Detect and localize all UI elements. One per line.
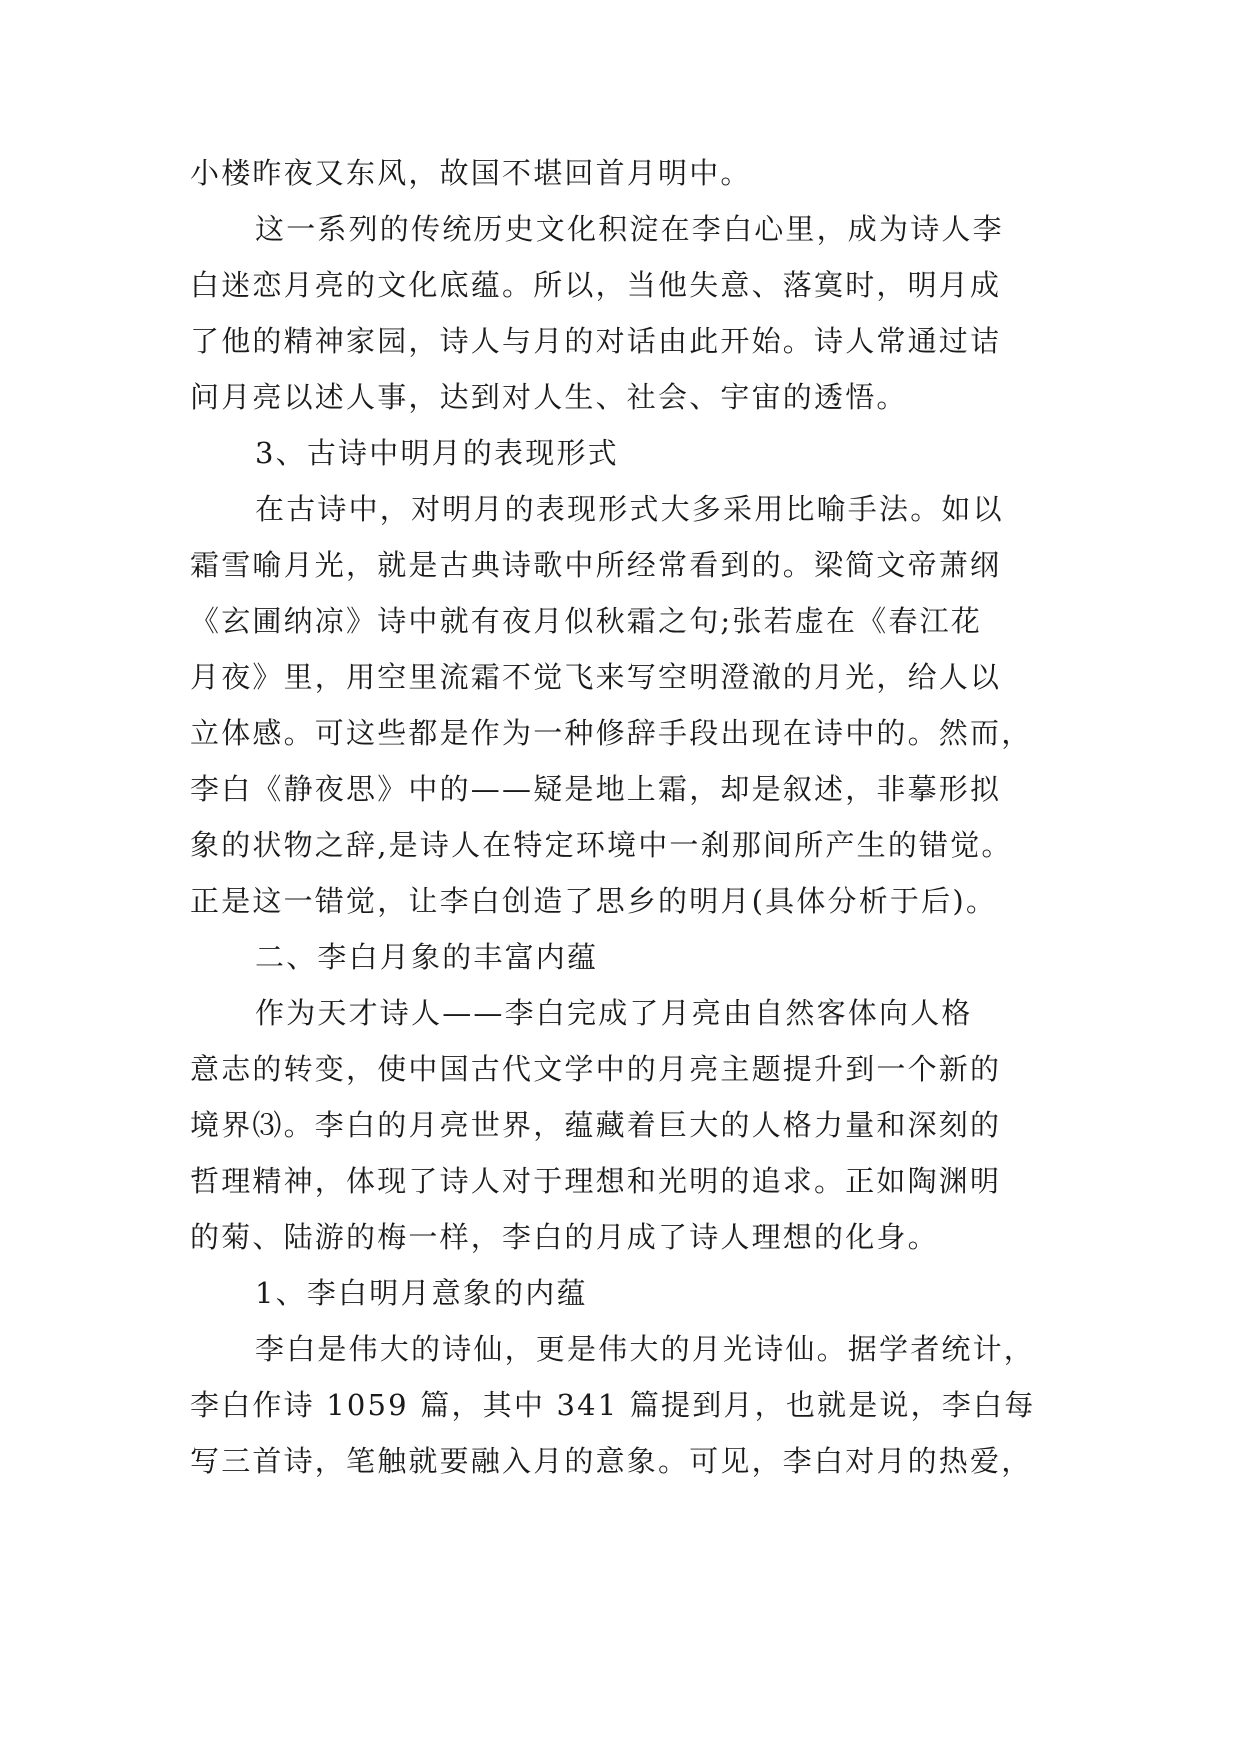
text-line: 《玄圃纳凉》诗中就有夜月似秋霜之句;张若虚在《春江花 xyxy=(190,604,982,638)
text-line: 月夜》里，用空里流霜不觉飞来写空明澄澈的月光，给人以 xyxy=(190,660,1002,694)
paragraph-first-line: 在古诗中，对明月的表现形式大多采用比喻手法。如以 xyxy=(255,492,1004,526)
text-line: 正是这一错觉，让李白创造了思乡的明月(具体分析于后)。 xyxy=(190,884,998,918)
text-line: 哲理精神，体现了诗人对于理想和光明的追求。正如陶渊明 xyxy=(190,1164,1002,1198)
section-heading: 二、李白月象的丰富内蕴 xyxy=(255,940,599,974)
text-line: 写三首诗，笔触就要融入月的意象。可见，李白对月的热爱， xyxy=(190,1444,1033,1478)
text-line: 了他的精神家园，诗人与月的对话由此开始。诗人常通过诘 xyxy=(190,324,1002,358)
text-line: 李白作诗 1059 篇，其中 341 篇提到月，也就是说，李白每 xyxy=(190,1388,1036,1422)
paragraph-first-line: 作为天才诗人——李白完成了月亮由自然客体向人格 xyxy=(255,996,973,1030)
text-line: 小楼昨夜又东风，故国不堪回首月明中。 xyxy=(190,156,752,190)
text-line: 白迷恋月亮的文化底蕴。所以，当他失意、落寞时，明月成 xyxy=(190,268,1002,302)
section-heading: 3、古诗中明月的表现形式 xyxy=(255,436,619,470)
text-line: 象的状物之辞,是诗人在特定环境中一刹那间所产生的错觉。 xyxy=(190,828,1013,862)
paragraph-first-line: 这一系列的传统历史文化积淀在李白心里，成为诗人李 xyxy=(255,212,1004,246)
paragraph-first-line: 李白是伟大的诗仙，更是伟大的月光诗仙。据学者统计， xyxy=(255,1332,1036,1366)
text-line: 立体感。可这些都是作为一种修辞手段出现在诗中的。然而， xyxy=(190,716,1033,750)
text-line: 的菊、陆游的梅一样，李白的月成了诗人理想的化身。 xyxy=(190,1220,939,1254)
text-line: 意志的转变，使中国古代文学中的月亮主题提升到一个新的 xyxy=(190,1052,1002,1086)
text-line: 霜雪喻月光，就是古典诗歌中所经常看到的。梁简文帝萧纲 xyxy=(190,548,1002,582)
text-line: 境界⑶。李白的月亮世界，蕴藏着巨大的人格力量和深刻的 xyxy=(190,1108,1002,1142)
text-line: 问月亮以述人事，达到对人生、社会、宇宙的透悟。 xyxy=(190,380,908,414)
section-heading: 1、李白明月意象的内蕴 xyxy=(255,1276,588,1310)
text-line: 李白《静夜思》中的——疑是地上霜，却是叙述，非摹形拟 xyxy=(190,772,1002,806)
